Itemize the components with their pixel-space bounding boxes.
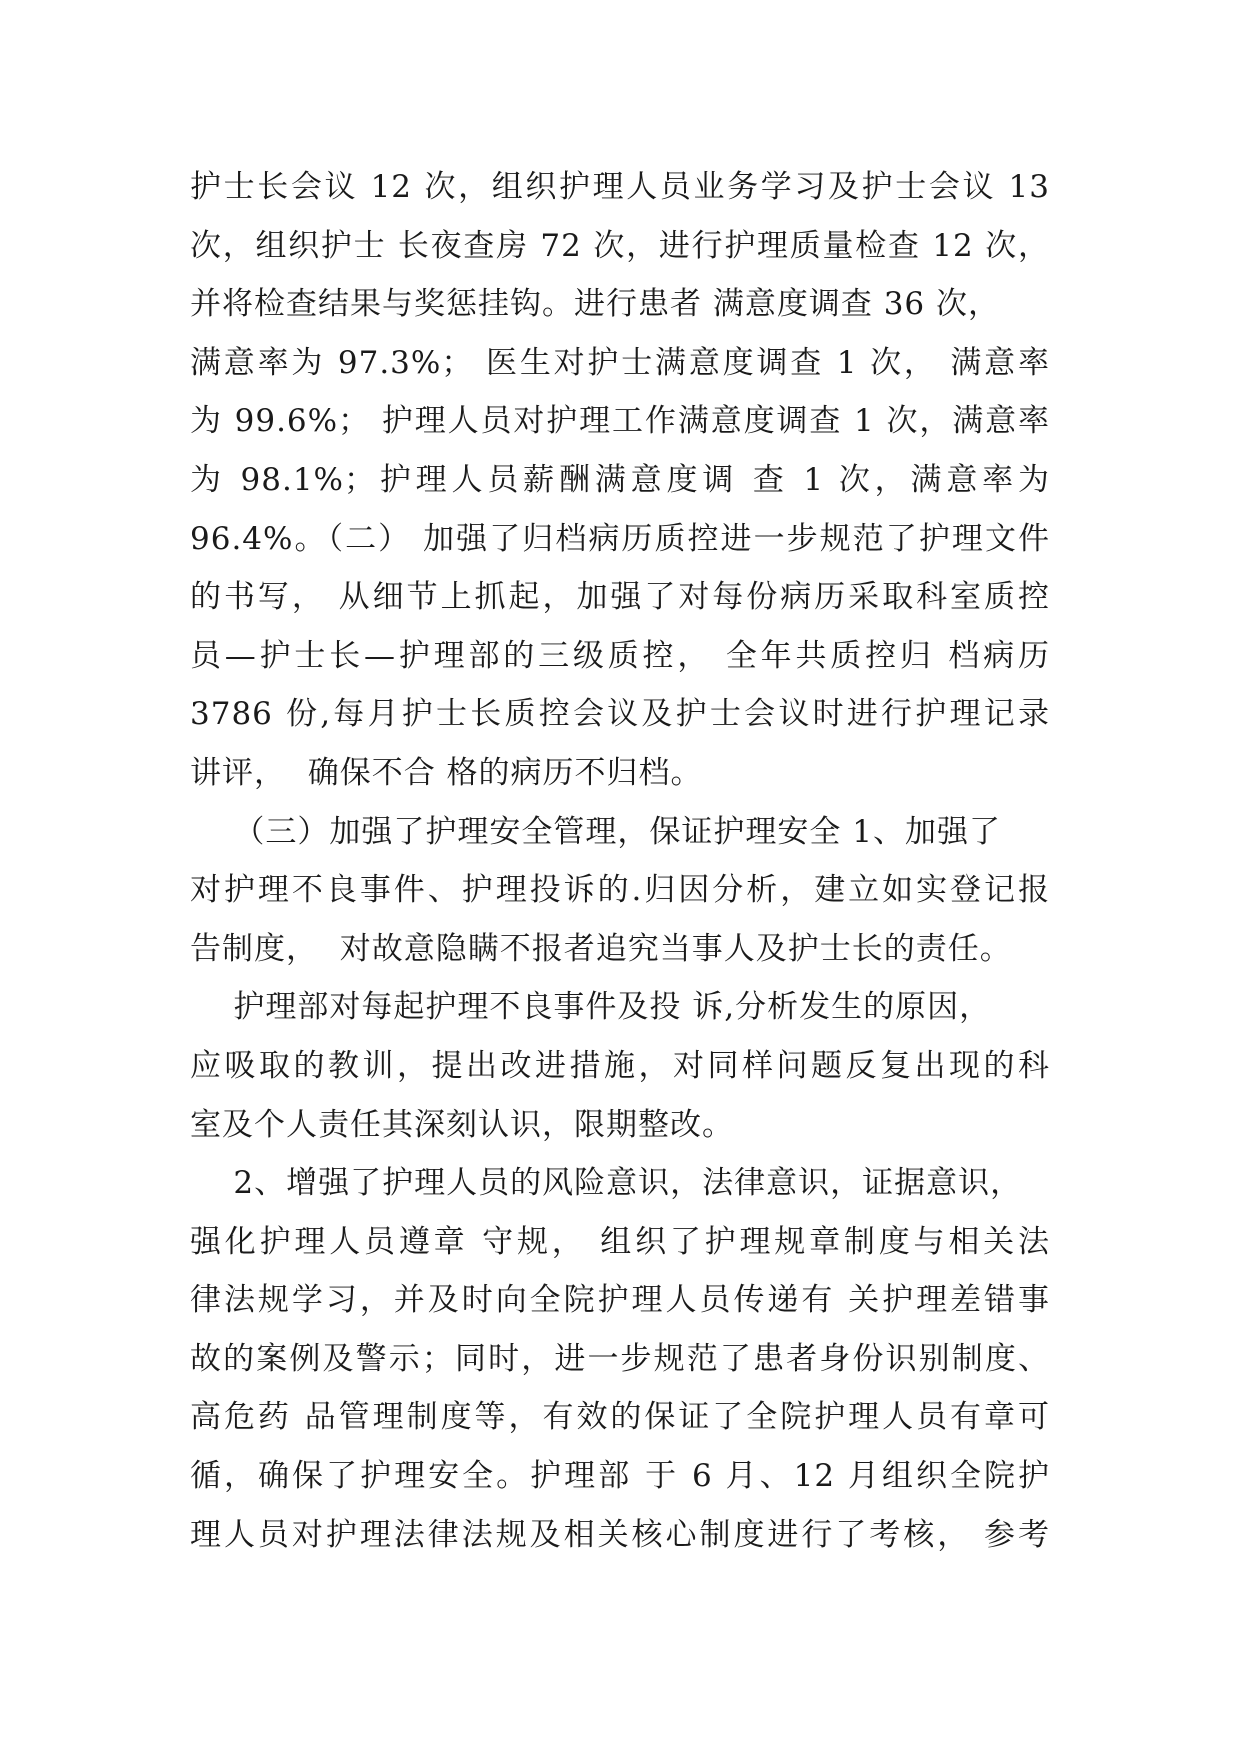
text-line: 为 98.1%；护理人员薪酬满意度调 查 1 次，满意率为 [190, 461, 1050, 498]
text-line: 满意率为 97.3%； 医生对护士满意度调查 1 次， 满意率 [190, 344, 1050, 381]
text-line: 的书写， 从细节上抓起，加强了对每份病历采取科室质控 [190, 579, 1050, 616]
text-line: 应吸取的教训，提出改进措施，对同样问题反复出现的科 [190, 1047, 1050, 1084]
text-line: 律法规学习，并及时向全院护理人员传递有 关护理差错事 [190, 1282, 1050, 1319]
text-line: 对护理不良事件、护理投诉的.归因分析，建立如实登记报 [190, 872, 1050, 909]
text-line: 室及个人责任其深刻认识，限期整改。 [190, 1106, 734, 1143]
text-line: 为 99.6%； 护理人员对护理工作满意度调查 1 次，满意率 [190, 403, 1050, 440]
text-line: 循，确保了护理安全。护理部 于 6 月、12 月组织全院护 [190, 1458, 1050, 1495]
text-line: 护士长会议 12 次，组织护理人员业务学习及护士会议 13 [190, 169, 1050, 205]
text-line: 员—护士长—护理部的三级质控， 全年共质控归 档病历 [190, 637, 1050, 674]
text-line: 96.4%。（二） 加强了归档病历质控进一步规范了护理文件 [190, 520, 1050, 557]
text-line: 并将检查结果与奖惩挂钩。进行患者 满意度调查 36 次， [190, 286, 1001, 323]
text-line: 2、增强了护理人员的风险意识，法律意识，证据意识， [190, 1165, 1023, 1202]
text-line: （三）加强了护理安全管理，保证护理安全 1、加强了 [190, 813, 1001, 850]
text-line: 理人员对护理法律法规及相关核心制度进行了考核， 参考 [190, 1516, 1050, 1553]
text-line: 次，组织护士 长夜查房 72 次，进行护理质量检查 12 次， [190, 227, 1050, 264]
text-line: 强化护理人员遵章 守规， 组织了护理规章制度与相关法 [190, 1223, 1050, 1260]
text-line: 讲评， 确保不合 格的病历不归档。 [190, 754, 703, 791]
text-line: 护理部对每起护理不良事件及投 诉,分析发生的原因， [190, 989, 992, 1026]
text-line: 告制度， 对故意隐瞒不报者追究当事人及护士长的责任。 [190, 930, 1012, 967]
text-line: 故的案例及警示；同时，进一步规范了患者身份识别制度、 [190, 1340, 1050, 1377]
document-body-text [190, 158, 1050, 1564]
text-line: 3786 份,每月护士长质控会议及护士会议时进行护理记录 [190, 696, 1050, 733]
text-line: 高危药 品管理制度等，有效的保证了全院护理人员有章可 [190, 1399, 1050, 1436]
